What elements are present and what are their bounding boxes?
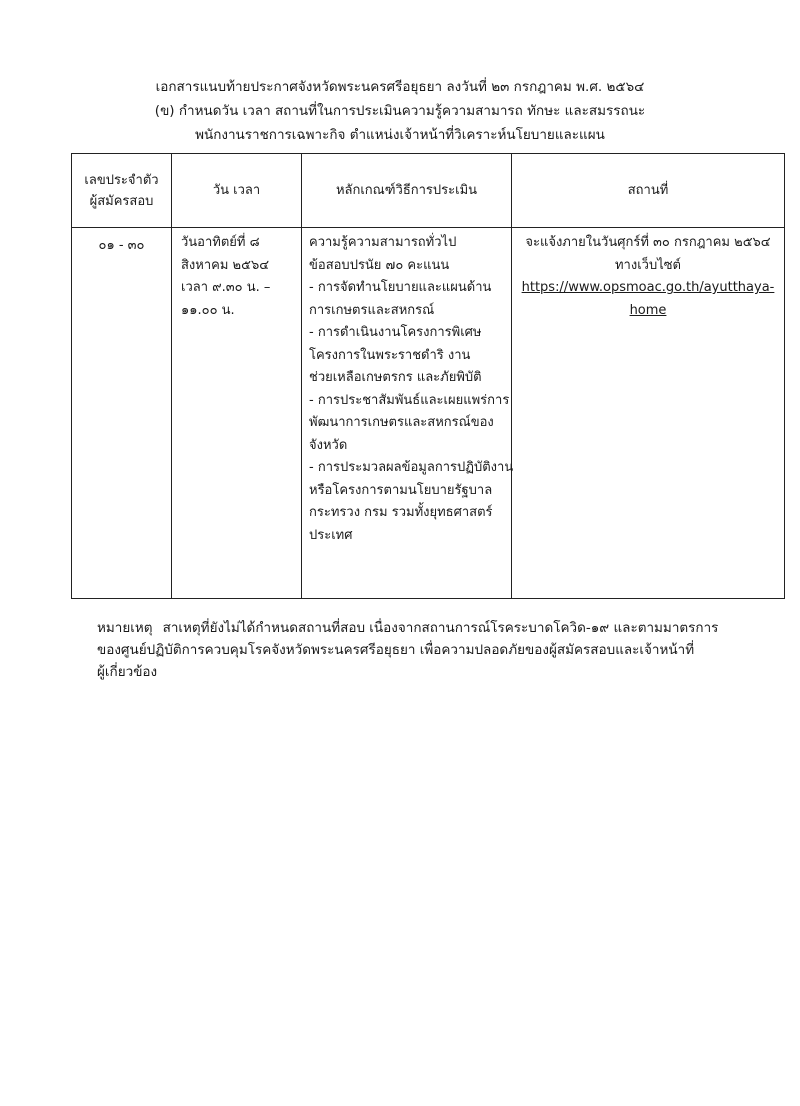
remark-text-line: ของศูนย์ปฏิบัติการควบคุมโรคจังหวัดพระนครศรีอยุธยา เพื่อความปลอดภัยของผู้สมัครสอบและเจ้าหน้าที่ — [97, 642, 695, 658]
cell-criteria — [302, 228, 512, 599]
header-line-1: เอกสารแนบท้ายประกาศจังหวัดพระนครศรีอยุธยา ลงวันที่ ๒๓ กรกฎาคม พ.ศ. ๒๕๖๔ — [155, 79, 645, 95]
place-website-link[interactable]: https://www.opsmoac.go.th/ayutthaya- home — [521, 280, 775, 318]
table-row — [72, 228, 785, 599]
header-line-3: พนักงานราชการเฉพาะกิจ ตำแหน่งเจ้าหน้าที่วิเคราะห์นโยบายและแผน — [195, 127, 605, 143]
criteria-item: - การจัดทำนโยบายและแผนด้าน การเกษตรและสหกรณ์ — [309, 280, 492, 318]
remark-note — [97, 617, 737, 683]
header-criteria: หลักเกณฑ์วิธีการประเมิน — [302, 154, 512, 228]
header-line-2: (ข) กำหนดวัน เวลา สถานที่ในการประเมินความรู้ความสามารถ ทักษะ และสมรรถนะ — [154, 103, 646, 119]
table-header-row — [72, 154, 785, 228]
schedule-table — [71, 153, 785, 599]
datetime-line: สิงหาคม ๒๕๖๔ — [181, 257, 270, 273]
remark-text-line: ผู้เกี่ยวข้อง — [97, 664, 158, 680]
header-place: สถานที่ — [512, 154, 785, 228]
place-announcement: จะแจ้งภายในวันศุกร์ที่ ๓๐ กรกฎาคม ๒๕๖๔ — [525, 235, 771, 250]
datetime-line: เวลา ๙.๓๐ น. – — [181, 280, 271, 295]
criteria-exam: ข้อสอบปรนัย ๗๐ คะแนน — [309, 257, 450, 273]
remark-label: หมายเหตุ — [97, 620, 153, 636]
criteria-title: ความรู้ความสามารถทั่วไป — [309, 235, 457, 250]
cell-applicant-id: ๐๑ - ๓๐ — [72, 228, 172, 599]
cell-datetime — [172, 228, 302, 599]
document-header — [0, 75, 800, 147]
criteria-item: - การดำเนินงานโครงการพิเศษ โครงการในพระราชดำริ งาน ช่วยเหลือเกษตรกร และภัยพิบัติ — [309, 325, 482, 385]
place-website-label: ทางเว็บไซต์ — [614, 257, 681, 273]
cell-place — [512, 228, 785, 599]
criteria-item: - การประชาสัมพันธ์และเผยแพร่การ พัฒนาการเกษตรและสหกรณ์ของ จังหวัด — [309, 392, 510, 453]
remark-text-line: สาเหตุที่ยังไม่ได้กำหนดสถานที่สอบ เนื่องจากสถานการณ์โรคระบาดโควิด-๑๙ และตามมาตรการ — [162, 620, 719, 636]
header-applicant-id: เลขประจำตัว ผู้สมัครสอบ — [72, 154, 172, 228]
datetime-line: วันอาทิตย์ที่ ๘ — [181, 235, 260, 250]
datetime-line: ๑๑.๐๐ น. — [181, 302, 235, 318]
criteria-item: - การประมวลผลข้อมูลการปฏิบัติงาน หรือโครงการตามนโยบายรัฐบาล กระทรวง กรม รวมทั้งยุทธศาสตร์ ประเทศ — [309, 460, 514, 543]
header-datetime: วัน เวลา — [172, 154, 302, 228]
